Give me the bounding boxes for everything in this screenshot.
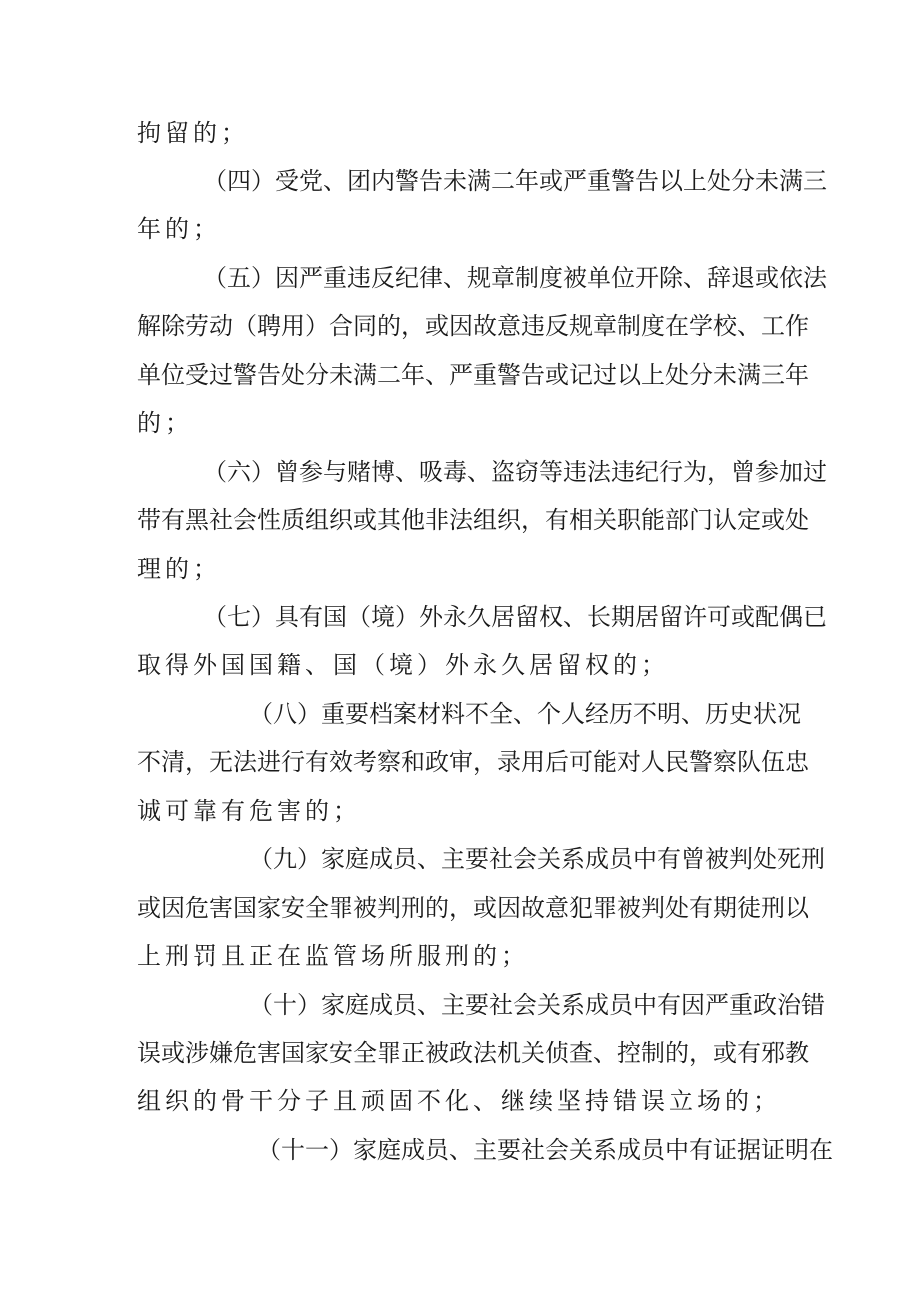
text-line: 单位受过警告处分未满二年、严重警告或记过以上处分未满三年 (137, 361, 809, 389)
text-line: 拘留的； (137, 119, 249, 147)
text-line: （八）重要档案材料不全、个人经历不明、历史状况 (249, 700, 801, 728)
text-line: （十一）家庭成员、主要社会关系成员中有证据证明在 (257, 1136, 833, 1164)
text-line: 不清，无法进行有效考察和政审，录用后可能对人民警察队伍忠 (137, 748, 809, 776)
text-line: 或因危害国家安全罪被判刑的，或因故意犯罪被判处有期徒刑以 (137, 894, 809, 922)
text-line: 取得外国国籍、国（境）外永久居留权的； (137, 651, 669, 679)
text-line: 误或涉嫌危害国家安全罪正被政法机关侦查、控制的，或有邪教 (137, 1039, 809, 1067)
text-line: 的； (137, 409, 193, 437)
text-line: （九）家庭成员、主要社会关系成员中有曾被判处死刑 (249, 845, 825, 873)
text-line: （四）受党、团内警告未满二年或严重警告以上处分未满三 (203, 167, 827, 195)
text-line: 诚可靠有危害的； (137, 797, 361, 825)
text-line: （十）家庭成员、主要社会关系成员中有因严重政治错 (249, 991, 825, 1019)
text-line: 上刑罚且正在监管场所服刑的； (137, 942, 529, 970)
text-line: （五）因严重违反纪律、规章制度被单位开除、辞退或依法 (203, 264, 827, 292)
text-line: 组织的骨干分子且顽固不化、继续坚持错误立场的； (137, 1087, 781, 1115)
text-line: 带有黑社会性质组织或其他非法组织，有相关职能部门认定或处 (137, 506, 809, 534)
text-line: 理的； (137, 555, 221, 583)
text-line: 年的； (137, 215, 221, 243)
text-line: （六）曾参与赌博、吸毒、盗窃等违法违纪行为，曾参加过 (203, 458, 827, 486)
text-line: 解除劳动（聘用）合同的，或因故意违反规章制度在学校、工作 (137, 312, 809, 340)
text-line: （七）具有国（境）外永久居留权、长期居留许可或配偶已 (203, 603, 827, 631)
